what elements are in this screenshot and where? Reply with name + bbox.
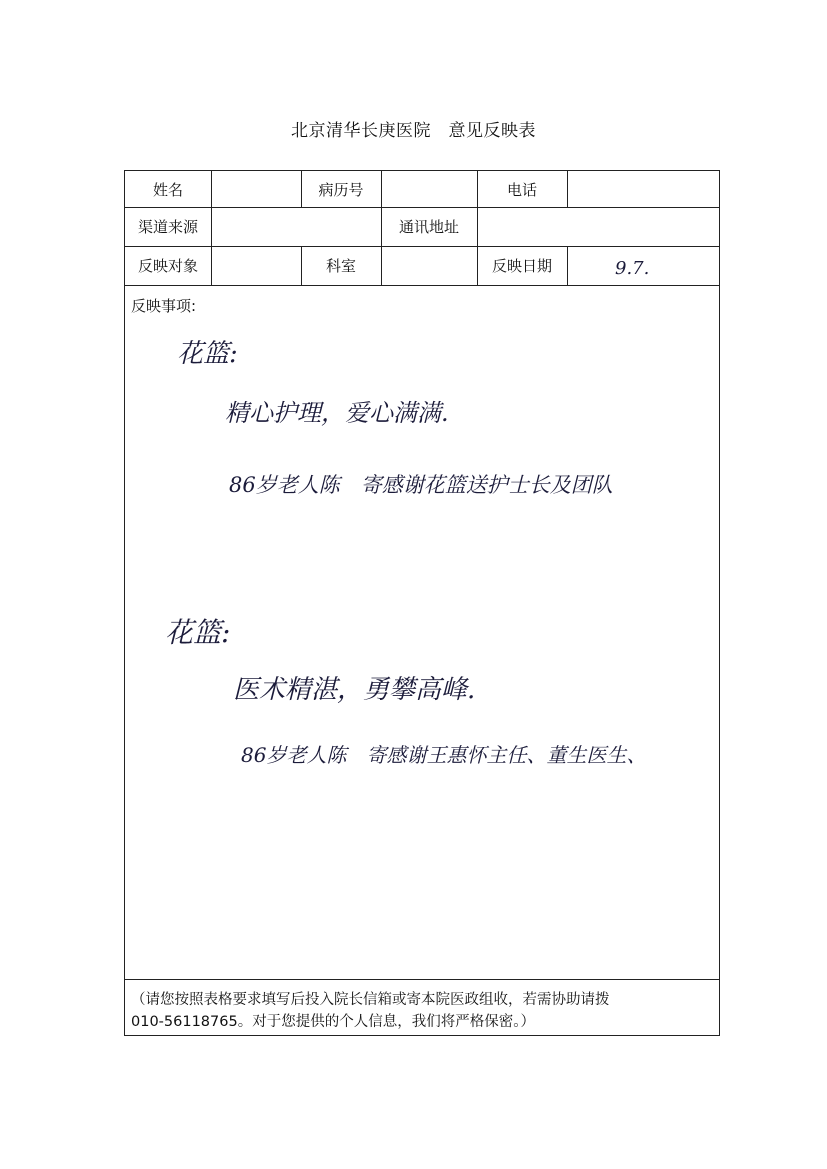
date-field[interactable] — [567, 246, 721, 285]
target-field[interactable] — [211, 246, 301, 285]
record-number-field[interactable] — [381, 171, 477, 207]
source-label: 渠道来源 — [137, 218, 198, 236]
footer-note — [131, 989, 713, 1033]
footer-divider — [125, 979, 719, 980]
handwritten-heading-1: 花篮: — [177, 339, 238, 369]
form-title: 北京清华长庚医院 意见反映表 — [291, 121, 536, 141]
handwritten-line: 86岁老人陈 寄感谢王惠怀主任、董生医生、 — [241, 743, 647, 767]
name-label: 姓名 — [152, 180, 183, 199]
date-value: 9.7. — [615, 258, 650, 279]
address-field[interactable] — [477, 207, 721, 246]
address-label: 通讯地址 — [398, 218, 459, 236]
record-number-label: 病历号 — [318, 180, 364, 199]
phone-label: 电话 — [506, 180, 537, 199]
feedback-form — [124, 170, 720, 1036]
source-field[interactable] — [211, 207, 381, 246]
handwritten-line: 86岁老人陈 寄感谢花篮送护士长及团队 — [229, 473, 613, 497]
target-label: 反映对象 — [137, 257, 198, 275]
footer-line: （请您按照表格要求填写后投入院长信箱或寄本院医政组收，若需协助请拨 — [131, 992, 610, 1008]
handwritten-line: 精心护理，爱心满满. — [225, 399, 449, 427]
matters-label: 反映事项: — [131, 297, 197, 315]
handwritten-line: 医术精湛，勇攀高峰. — [233, 675, 476, 705]
phone-field[interactable] — [567, 171, 721, 207]
department-field[interactable] — [381, 246, 477, 285]
footer-line: 010-56118765。对于您提供的个人信息，我们将严格保密。） — [131, 1014, 535, 1030]
handwritten-heading-2: 花篮: — [165, 616, 231, 649]
name-field[interactable] — [211, 171, 301, 207]
row-divider — [125, 285, 719, 286]
date-label: 反映日期 — [491, 257, 552, 275]
department-label: 科室 — [325, 257, 356, 275]
